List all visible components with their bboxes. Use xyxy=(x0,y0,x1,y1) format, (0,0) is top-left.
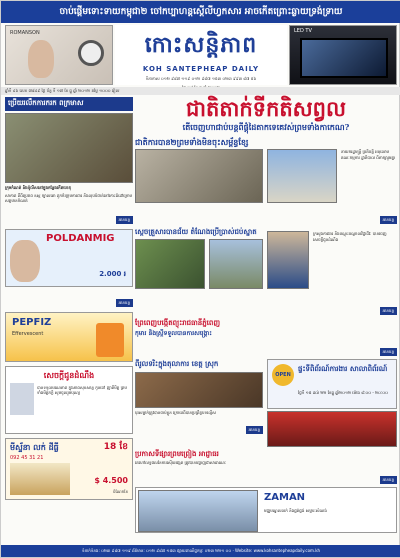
story1-photo xyxy=(135,149,263,203)
ad-pepfiz-tag: Effervescent xyxy=(12,330,44,337)
read-more-button[interactable]: អានបន្ត xyxy=(380,476,397,484)
story1-body: នាយករដ្ឋមន្ត្រី ប្រតិបត្តិ អនុលោមគណៈកម្មការ ដ្ឋាភិបាល ពិភាក្សារួមគ្នា xyxy=(341,149,396,160)
ad-expo[interactable] xyxy=(267,359,397,409)
story-row-4 xyxy=(135,359,397,447)
left-column xyxy=(5,97,133,500)
left-story-body: សាកាព ពីពីរប្រភព ឧស្ម ក្បាលគោ ពួកកំរក្រុមការពារ និងលុបបំពាត់នៅកោះធំដៅក្រោមសត្វមានកំណត់ xyxy=(5,192,133,203)
story4-photo xyxy=(135,372,263,408)
story1-title[interactable]: ជាតិការបាន២ព្រមទាំងមិនចុះសម្ព័ន្ធខ្សែ xyxy=(135,137,249,147)
story2-body: ក្រសួងការងារ និងបណ្ដុះបណ្ដាលវិជ្ជាជីវៈ បានចេញសេចក្ដីជូនដំណឹង xyxy=(313,231,387,242)
ad-brand-label: ROMANSON xyxy=(10,30,40,36)
story4-title[interactable]: ពីរូលទរិះក្នុងតុលាការ ខេត្ត ស្រុក xyxy=(135,359,219,368)
lead-headline[interactable]: ជាតិតាក់ទីកតិសព្វល xyxy=(186,96,346,121)
top-banner-headline[interactable]: ចាប់ផ្ដើមទោះទាយកម្ពុជា២ ចៅកប្បាហន្តស្ដើលីហ្វកសារ អាចកើតព្រោះឆ្ងាយទ្រង់ទ្រាយ xyxy=(1,1,400,23)
ad-land-phone: 092 45 31 21 xyxy=(10,454,44,461)
ad-zaman-text: មជ្ឈមណ្ឌលលក់ និងផ្គត់ផ្គង់ សម្ភារៈសំណង់ xyxy=(264,507,327,513)
story2-block xyxy=(135,227,397,297)
ad-person-photo xyxy=(10,240,40,282)
read-more-button[interactable]: អានបន្ត xyxy=(380,307,397,315)
ad-zaman-brand: ZAMAN xyxy=(264,491,306,503)
story3-subtitle: កុមារ និងស្ត្រីទទួលបានការសង្គ្រោះ xyxy=(135,330,212,337)
ad-pepfiz[interactable] xyxy=(5,312,133,362)
story4-body: បុរសម្នាក់ត្រូវបានចាប់ខ្លួន ក្រោយពីបានប្រព្រឹត្តបទល្មើស xyxy=(135,410,216,415)
ad-poldanmig[interactable] xyxy=(5,229,133,287)
tv-image xyxy=(300,38,388,78)
story3-title[interactable]: ព្រែពេញបង្កើតព្យុះរាជធានីភ្នំពេញ xyxy=(135,318,221,327)
lead-subheadline[interactable]: តើចេញហាជាប់បន្ដពីផ្ដុំដៃតាកទេគេវស់ព្រមទាំងកាកេណ? xyxy=(182,122,350,132)
ad-land-price: $ 4.500 xyxy=(94,475,128,485)
masthead xyxy=(115,25,287,85)
portrait-photo xyxy=(267,231,309,289)
obituary-portrait xyxy=(10,383,34,415)
masthead-contact-info: ទិនាកាស ០១២ ៩៨៧ ១១៩ ០១២ ៩៨៧ ១៥៣ ០២៣ ៩៩៣ ៨៧ ៥៦ xyxy=(145,76,257,81)
read-more-button[interactable]: អានបន្ត xyxy=(116,216,133,224)
story5-block xyxy=(135,449,397,485)
ad-tv-label: LED TV xyxy=(294,28,312,34)
photo-caption: ក្រុមកំណត់ និងប៉ូលីសនៅក្នុងកន្លែងកើតហេតុ xyxy=(5,185,71,190)
footer-contact-bar: ទំនាក់ទំនង: ០២៣ ៩៨៧ ១១៩ ព័ត៌មាន: ០១២ ៩៨៧ ១៥៣ ផ្សាយពាណិជ្ជកម្ម: ០២៣ ២២១ ០០ · Website: www.kohsantepheapdaily.com.kh xyxy=(1,545,400,557)
ad-land-sale[interactable] xyxy=(5,438,133,500)
masthead-logo: កោះសន្តិភាព xyxy=(144,32,258,58)
obituary-body: បានទទួលមរណភាព ក្នុងភាពសុខសាន្ត កូនចៅ ញាតិមិត្ត ព្រមទាំងមិត្តភក្តិ សូមចូលរួមបុណ្យ xyxy=(37,384,127,395)
read-more-button[interactable]: អានបន្ត xyxy=(116,299,133,307)
story2-photo-b xyxy=(209,239,263,289)
read-more-button[interactable]: អានបន្ត xyxy=(246,426,263,434)
pepfiz-pack-image xyxy=(96,323,124,357)
watch-image xyxy=(78,40,104,66)
ad-tv-banner[interactable] xyxy=(289,25,397,85)
zaman-building-photo xyxy=(138,490,258,532)
building-photo xyxy=(267,149,337,203)
ad-zaman[interactable] xyxy=(135,487,397,533)
ad-land-suffix: ចំណែកខែ xyxy=(112,488,128,494)
main-column xyxy=(135,97,397,533)
story5-title[interactable]: ប្រកាសទីផ្សារព្រមព្រៀង អាជ្ញាធរ xyxy=(135,449,219,458)
masthead-logo-english: KOH SANTEPHEAP DAILY xyxy=(142,65,260,73)
house-image xyxy=(10,463,70,495)
story4-block xyxy=(135,359,263,435)
read-more-button[interactable]: អានបន្ត xyxy=(380,216,397,224)
issue-date-strip: ឆ្នាំទី ៤៦ លេខ ៧៨៤៩ ថ្ងៃ ច័ន្ទ ទី ១៧ ខែ ធ្នូ ឆ្នាំ ២០១២ តម្លៃ ១០០០ រៀល xyxy=(1,87,400,95)
ad-poldanmig-price: 2.000 ៛ xyxy=(99,269,126,278)
ad-pepfiz-brand: PEPFIZ xyxy=(12,316,52,328)
left-kicker[interactable]: ប្រើយរលឹកការករក ពក្រមាស xyxy=(5,97,133,111)
read-more-button[interactable]: អានបន្ត xyxy=(380,348,397,356)
ad-expo-subtitle: ថ្ងៃទី ១៥ ដល់ ២២ ខែធ្នូ ឆ្នាំ២០១២ ម៉ោង ៨:០០ - ២០:០០ xyxy=(298,390,388,395)
story5-body: គេហៅលទ្ធផលនៃការស៊ើបអង្កេត ត្រូវបានបង្ហាញជាសាធារណៈ xyxy=(135,460,227,465)
obituary-title: សេចក្ដីជូនដំណឹង xyxy=(43,369,95,380)
model-photo xyxy=(28,40,54,78)
ad-poldanmig-brand: POLDANMIG xyxy=(46,232,115,244)
story1-block xyxy=(135,137,397,205)
story3-block xyxy=(135,318,397,357)
ad-expo-badge: OPEN xyxy=(272,364,294,386)
crowd-photo xyxy=(5,113,133,183)
ad-expo-title: ផ្ទះទីពិព័រណ៍ការងារ សាលាពិព័រណ៍ xyxy=(298,364,388,373)
story2-title[interactable]: ស្ដេចគ្រួសារបានជ័យ តំណែងប្រើប្រាស់ជប់ស្នាត xyxy=(135,227,257,236)
ad-land-months: 18 ខែ xyxy=(103,441,128,452)
story2-photo xyxy=(135,239,205,289)
obituary-notice[interactable] xyxy=(5,366,133,434)
ad-watch-banner[interactable] xyxy=(5,25,113,85)
hall-seats-photo xyxy=(267,411,397,447)
ad-land-title: មីស្ទ័នា លក់ ដីធ្លី xyxy=(10,442,59,452)
